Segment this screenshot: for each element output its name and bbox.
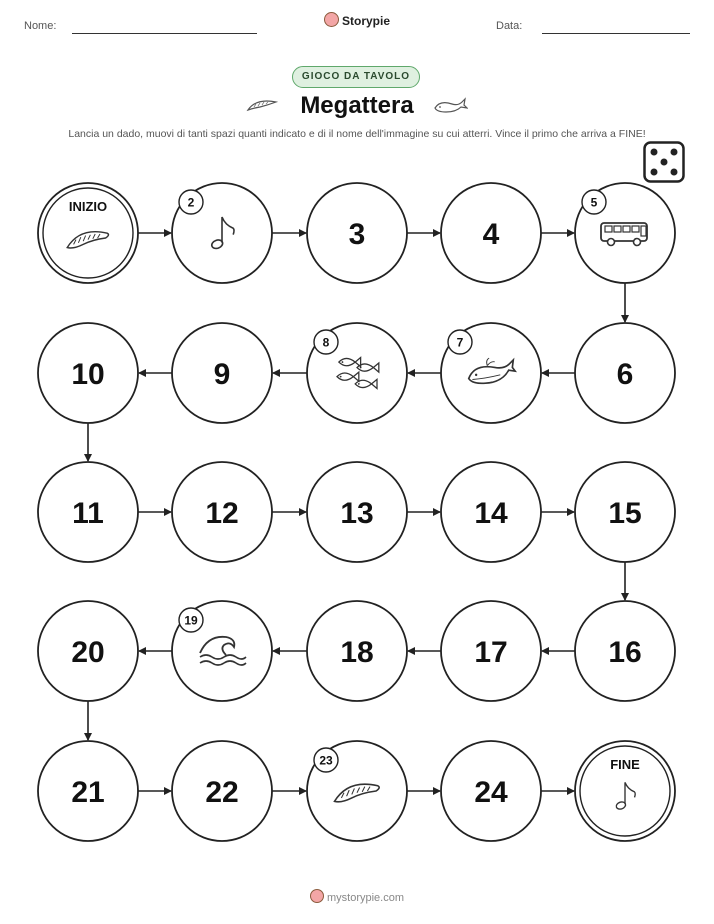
board-space-14[interactable] [441, 462, 541, 562]
footer-url[interactable]: mystorypie.com [326, 892, 405, 904]
board-space-10[interactable] [38, 323, 138, 423]
board-space-18[interactable] [307, 601, 407, 701]
space-number: 18 [340, 636, 374, 669]
space-number: 22 [205, 776, 239, 809]
footer [0, 889, 714, 904]
space-number: 11 [72, 497, 104, 530]
board-space-12[interactable] [172, 462, 272, 562]
space-number-badge-label: 2 [187, 195, 195, 210]
space-number-badge-label: 8 [322, 335, 330, 350]
space-number: 4 [482, 218, 500, 251]
board-space-9[interactable] [172, 323, 272, 423]
space-number: 9 [213, 358, 231, 391]
board-space-13[interactable] [307, 462, 407, 562]
game-type-badge: GIOCO DA TAVOLO [292, 66, 420, 88]
board-space-21[interactable] [38, 741, 138, 841]
board-space-3[interactable] [307, 183, 407, 283]
space-number: 10 [71, 358, 105, 391]
board-space-11[interactable] [38, 462, 138, 562]
board-space-16[interactable] [575, 601, 675, 701]
board-space-15[interactable] [575, 462, 675, 562]
space-number: 16 [608, 636, 642, 669]
board-space-8[interactable] [307, 323, 407, 423]
space-number: 14 [474, 497, 508, 530]
date-label: Data: [496, 20, 523, 32]
board-space-5[interactable] [575, 183, 675, 283]
bear-logo-icon [310, 889, 324, 903]
board-space-25[interactable] [575, 741, 675, 841]
page-title: Megattera [300, 92, 414, 119]
space-number: 24 [474, 776, 508, 809]
space-number-badge-label: 7 [456, 335, 464, 350]
name-label: Nome: [24, 20, 57, 32]
board-space-17[interactable] [441, 601, 541, 701]
board-space-20[interactable] [38, 601, 138, 701]
board-space-4[interactable] [441, 183, 541, 283]
space-number: 12 [205, 497, 239, 530]
board-space-23[interactable] [307, 741, 407, 841]
instructions-text: Lancia un dado, muovi di tanti spazi quanti indicato e di il nome dell'immagine su cui atterri. Vince il primo che arriva a FINE! [68, 128, 646, 140]
board-space-24[interactable] [441, 741, 541, 841]
space-number: 20 [71, 636, 105, 669]
board-space-7[interactable] [441, 323, 541, 423]
end-label: FINE [610, 757, 640, 772]
board-space-19[interactable] [172, 601, 272, 701]
brand-name: Storypie [341, 14, 390, 28]
space-number: 15 [608, 497, 642, 530]
space-number: 6 [616, 358, 634, 391]
board-space-2[interactable] [172, 183, 272, 283]
start-label: INIZIO [68, 199, 108, 214]
board-space-1[interactable] [38, 183, 138, 283]
space-number-badge-label: 23 [319, 753, 333, 768]
space-number: 17 [474, 636, 508, 669]
board-space-6[interactable] [575, 323, 675, 423]
space-number: 21 [71, 776, 105, 809]
space-number-badge-label: 5 [590, 195, 598, 210]
space-number-badge-label: 19 [184, 613, 198, 628]
space-number: 3 [348, 218, 366, 251]
space-number: 13 [340, 497, 374, 530]
board-space-22[interactable] [172, 741, 272, 841]
